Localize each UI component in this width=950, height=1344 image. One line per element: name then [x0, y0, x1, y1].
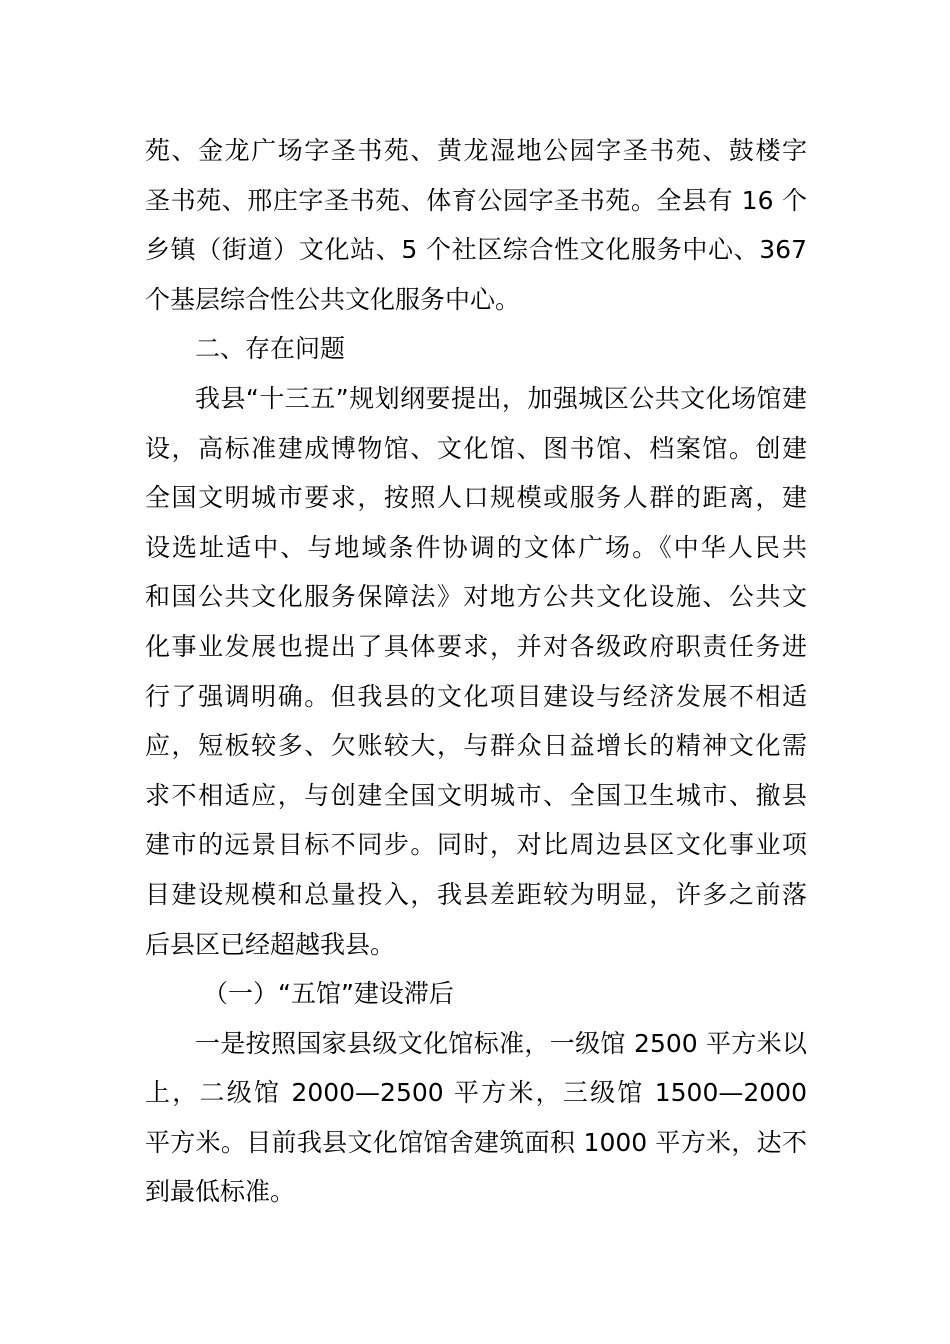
text-line: 设，高标准建成博物馆、文化馆、图书馆、档案馆。创建 — [145, 433, 807, 463]
text-line: 一是按照国家县级文化馆标准，一级馆 2500 平方米以 — [195, 1028, 807, 1058]
text-line: 苑、金龙广场字圣书苑、黄龙湿地公园字圣书苑、鼓楼字 — [145, 136, 807, 165]
text-line: 化事业发展也提出了具体要求，并对各级政府职责任务进 — [145, 631, 807, 661]
text-line: 上，二级馆 2000—2500 平方米，三级馆 1500—2000 — [145, 1078, 807, 1108]
paragraph-problems — [145, 374, 807, 969]
text-line: 求不相适应，与创建全国文明城市、全国卫生城市、撤县 — [145, 780, 807, 810]
text-line: 乡镇（街道）文化站、5 个社区综合性文化服务中心、367 — [145, 235, 807, 265]
text-line: 个基层综合性公共文化服务中心。 — [145, 284, 521, 314]
text-line: 全国文明城市要求，按照人口规模或服务人群的距离，建 — [145, 483, 807, 513]
document-page — [145, 126, 807, 1217]
text-line: 设选址适中、与地域条件协调的文体广场。《中华人民共 — [145, 532, 807, 562]
text-line: 我县“十三五”规划纲要提出，加强城区公共文化场馆建 — [195, 383, 807, 413]
text-line: 后县区已经超越我县。 — [145, 929, 396, 959]
paragraph-facilities-continuation — [145, 126, 807, 324]
paragraph-cultural-center-standard — [145, 1019, 807, 1217]
text-line: 到最低标准。 — [145, 1177, 296, 1207]
section-heading-problems: 二、存在问题 — [195, 334, 346, 364]
text-line: 平方米。目前我县文化馆馆舍建筑面积 1000 平方米，达不 — [145, 1127, 807, 1157]
subsection-heading-five-venues: （一）“五馆”建设滞后 — [203, 979, 454, 1009]
text-line: 圣书苑、邢庄字圣书苑、体育公园字圣书苑。全县有 16 个 — [145, 185, 807, 215]
text-line: 建市的远景目标不同步。同时，对比周边县区文化事业项 — [145, 830, 807, 860]
text-line: 行了强调明确。但我县的文化项目建设与经济发展不相适 — [145, 681, 807, 711]
text-line: 和国公共文化服务保障法》对地方公共文化设施、公共文 — [145, 582, 807, 612]
text-line: 目建设规模和总量投入，我县差距较为明显，许多之前落 — [145, 879, 807, 909]
text-line: 应，短板较多、欠账较大，与群众日益增长的精神文化需 — [145, 731, 807, 761]
